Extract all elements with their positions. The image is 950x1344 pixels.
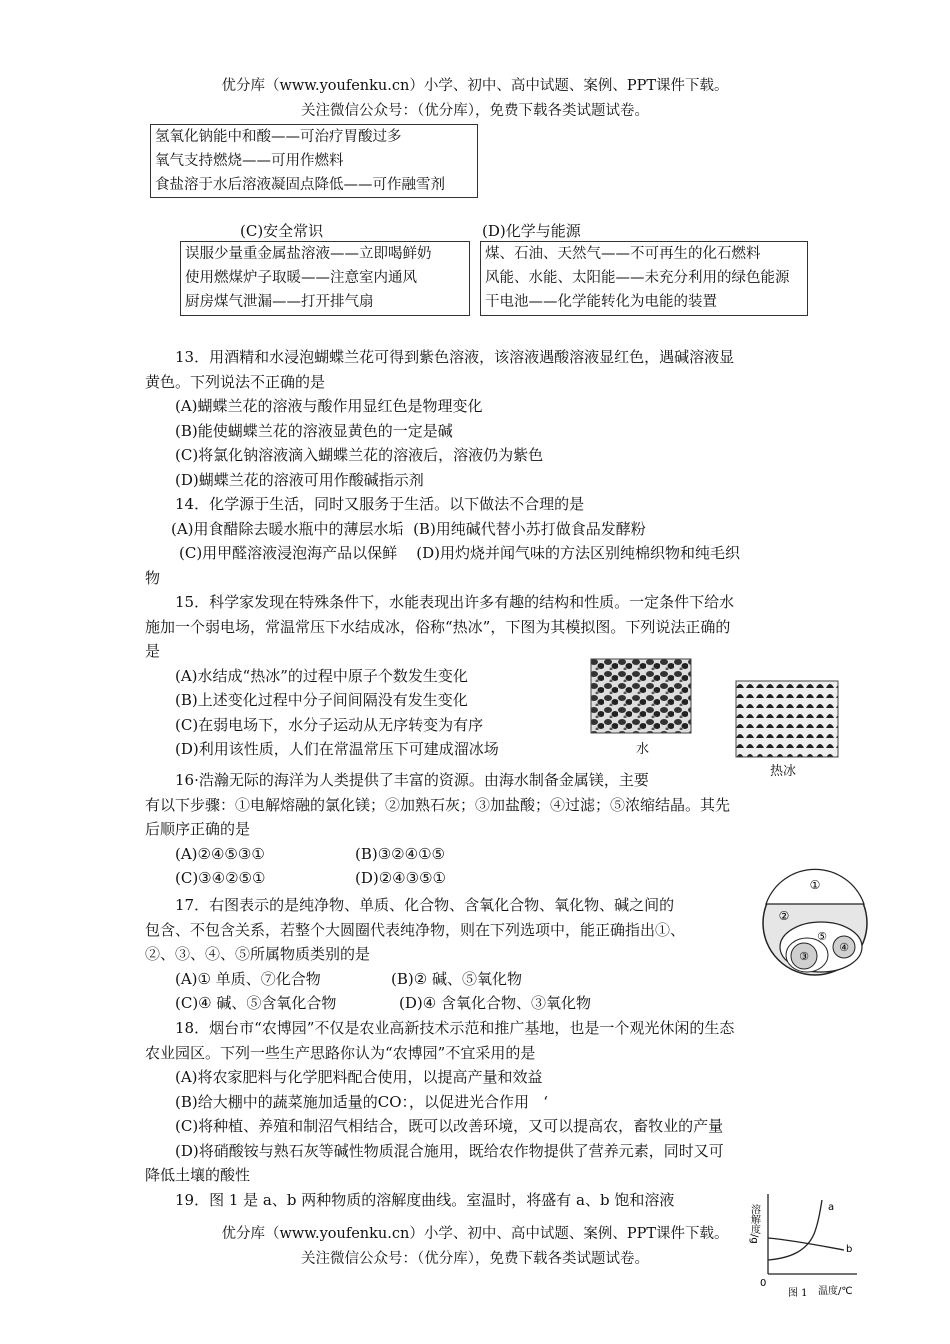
q15-stem-1: 15．科学家发现在特殊条件下，水能表现出许多有趣的结构和性质。一定条件下给水 [175,593,735,611]
q13-option-d: (D)蝴蝶兰花的溶液可用作酸碱指示剂 [175,470,424,489]
curve-b-label: b [846,1244,853,1255]
q17-stem-3: ②、③、④、⑤所属物质类别的是 [145,945,371,963]
question-13 [145,345,805,492]
curve-a [768,1200,822,1260]
q16-stem-2: 有以下步骤：①电解熔融的氯化镁；②加熟石灰；③加盐酸；④过滤；⑤浓缩结晶。其先 [145,795,731,814]
question-15 [145,590,805,762]
q15-option-a: (A)水结成“热冰”的过程中原子个数发生变化 [175,666,468,685]
box-c-line-3: 厨房煤气泄漏——打开排气扇 [185,294,374,310]
graph-origin-label: 0 [760,1278,767,1289]
q15-option-d: (D)利用该性质，人们在常温常压下可建成溜冰场 [175,740,499,758]
q17-stem-1: 17．右图表示的是纯净物、单质、化合物、含氧化合物、氧化物、碱之间的 [175,896,675,914]
q16-option-d: (D)②④③⑤① [355,869,446,887]
footer-line-1: 优分库（www.youfenku.cn）小学、初中、高中试题、案例、PPT课件下载。 [221,1226,729,1242]
box-c-title: (C)安全常识 [240,222,324,240]
diagram-label-4: ④ [839,941,849,954]
q16-option-a: (A)②④⑤③① [175,844,265,863]
q18-option-a: (A)将农家肥料与化学肥料配合使用，以提高产量和效益 [175,1068,543,1086]
q17-option-c: (C)④ 碱、⑤含氧化合物 [175,994,337,1012]
q14-options-cd-cont: 物 [145,568,161,587]
diagram-label-5: ⑤ [817,930,827,943]
q17-option-a: (A)① 单质、⑦化合物 [175,969,321,988]
q15-option-b: (B)上述变化过程中分子间间隔没有发生变化 [175,691,468,709]
curve-b [768,1238,844,1250]
q18-option-d-2: 降低土壤的酸性 [145,1166,251,1184]
header-line-2: 关注微信公众号：（优分库），免费下载各类试题试卷。 [301,103,649,119]
water-molecules-image [590,658,692,734]
q13-option-c: (C)将氯化钠溶液滴入蝴蝶兰花的溶液后，溶液仍为紫色 [175,446,544,464]
box-d-line-2: 风能、水能、太阳能——未充分利用的绿色能源 [485,270,790,286]
q15-stem-3: 是 [145,642,161,660]
diagram-label-1: ① [809,878,821,892]
graph-x-label: 温度/℃ [818,1286,853,1297]
q13-option-a: (A)蝴蝶兰花的溶液与酸作用显红色是物理变化 [175,397,483,415]
question-18 [145,1016,805,1188]
q13-stem-2: 黄色。下列说法不正确的是 [145,372,326,391]
q15-option-c: (C)在弱电场下，水分子运动从无序转变为有序 [175,715,484,734]
box-b-line-1: 氢氧化钠能中和酸——可治疗胃酸过多 [155,129,402,145]
box-c-line-1: 误服少量重金属盐溶液——立即喝鲜奶 [185,246,432,262]
q18-option-c: (C)将种植、养殖和制沼气相结合，既可以改善环境，又可以提高农，畜牧业的产量 [175,1117,724,1135]
graph-y-label: 溶解度/g [748,1204,760,1244]
question-19 [145,1188,805,1213]
q14-stem: 14．化学源于生活，同时又服务于生活。以下做法不合理的是 [175,495,585,513]
question-14 [145,492,805,590]
classification-circle-diagram [760,868,870,978]
diagram-label-2: ② [778,909,790,923]
q13-stem-1: 13．用酒精和水浸泡蝴蝶兰花可得到紫色溶液，该溶液遇酸溶液显红色，遇碱溶液显 [175,348,735,366]
graph-caption: 图 1 [788,1288,808,1299]
q15-stem-2: 施加一个弱电场，常温常压下水结成冰，俗称“热冰”，下图为其模拟图。下列说法正确的 [145,617,731,636]
q16-option-c: (C)③④②⑤① [175,869,266,887]
box-b-table [150,124,478,198]
q17-option-b: (B)② 碱、⑤氧化物 [391,969,522,988]
box-c-table [180,241,470,316]
q14-options-cd: (C)用甲醛溶液浸泡海产品以保鲜 (D)用灼烧并闻气味的方法区别纯棉织物和纯毛织 [179,544,740,562]
header-line-1: 优分库（www.youfenku.cn）小学、初中、高中试题、案例、PPT课件下载。 [221,78,729,94]
q16-stem-1: 16·浩瀚无际的海洋为人类提供了丰富的资源。由海水制备金属镁，主要 [175,771,649,789]
q19-stem-1: 19．图 1 是 a、b 两种物质的溶解度曲线。室温时，将盛有 a、b 饱和溶液 [175,1191,675,1209]
q17-option-d: (D)④ 含氧化合物、③氧化物 [399,994,591,1012]
q17-stem-2: 包含、不包含关系，若整个大圆圈代表纯净物，则在下列选项中，能正确指出①、 [145,920,686,939]
hot-ice-image [735,680,839,758]
q16-option-b: (B)③②④①⑤ [355,844,445,863]
water-image-label: 水 [636,742,650,757]
q18-option-d-1: (D)将硝酸铵与熟石灰等碱性物质混合施用，既给农作物提供了营养元素，同时又可 [175,1141,724,1160]
box-d-line-3: 干电池——化学能转化为电能的装置 [485,294,717,310]
solubility-curve-graph [748,1190,867,1302]
hot-ice-image-label: 热冰 [770,764,797,779]
box-d-title: (D)化学与能源 [482,222,581,240]
q14-options-ab: (A)用食醋除去暖水瓶中的薄层水垢 (B)用纯碱代替小苏打做食品发酵粉 [171,519,646,538]
q16-stem-3: 后顺序正确的是 [145,820,251,838]
q18-option-b: (B)给大棚中的蔬菜施加适量的CO：，以促进光合作用 ‘ [175,1092,549,1111]
curve-a-label: a [828,1202,835,1213]
q18-stem-1: 18．烟台市“农博园”不仅是农业高新技术示范和推广基地，也是一个观光休闲的生态 [175,1019,735,1037]
box-b-line-2: 氧气支持燃烧——可用作燃料 [155,153,344,169]
q18-stem-2: 农业园区。下列一些生产思路你认为“农博园”不宜采用的是 [145,1043,536,1062]
box-c-line-2: 使用燃煤炉子取暖——注意室内通风 [185,270,417,286]
box-d-table [480,241,808,316]
box-d-line-1: 煤、石油、天然气——不可再生的化石燃料 [485,246,761,262]
question-16 [145,768,805,891]
diagram-label-3: ③ [799,950,809,963]
box-b-line-3: 食盐溶于水后溶液凝固点降低——可作融雪剂 [155,177,445,193]
question-17 [145,893,805,1016]
footer-line-2: 关注微信公众号：（优分库），免费下载各类试题试卷。 [301,1251,649,1267]
q13-option-b: (B)能使蝴蝶兰花的溶液显黄色的一定是碱 [175,421,453,440]
